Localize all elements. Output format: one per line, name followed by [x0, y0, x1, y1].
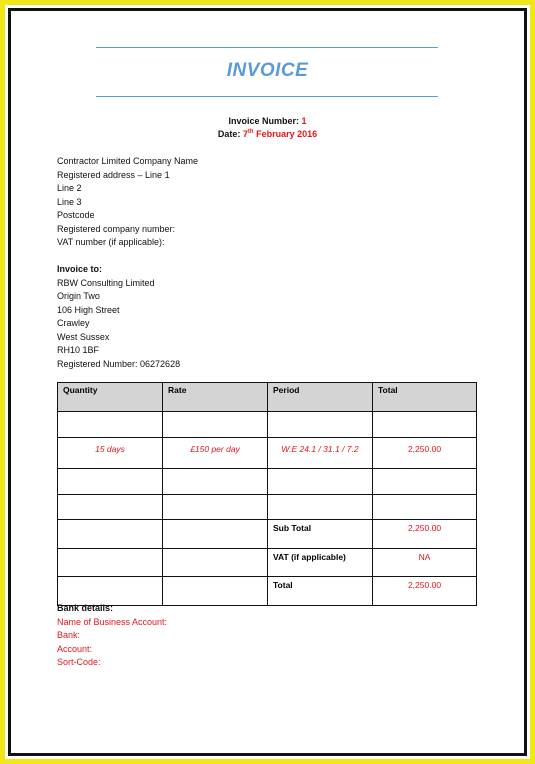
- date-suffix: th: [247, 129, 254, 135]
- bank-account-number: Account:: [57, 643, 93, 654]
- client-town: Crawley: [57, 318, 90, 328]
- table-cell: [58, 520, 163, 549]
- invoice-number: [0, 116, 535, 126]
- invoice-to-heading: Invoice to:: [57, 264, 103, 274]
- item-quantity: 15 days: [58, 437, 163, 469]
- table-cell: [373, 494, 477, 520]
- bank-account-name: Name of Business Account:: [57, 616, 168, 627]
- table-row: [58, 412, 477, 438]
- invoice-to-block: [57, 263, 180, 371]
- vat-label: VAT (if applicable): [268, 548, 373, 577]
- contractor-details: [57, 155, 198, 250]
- table-cell: [58, 494, 163, 520]
- title-rule-bottom: [96, 96, 438, 97]
- table-cell: [373, 412, 477, 438]
- header-total: Total: [373, 383, 477, 412]
- client-address-line2: 106 High Street: [57, 304, 120, 315]
- table-cell: [163, 520, 268, 549]
- table-row: [58, 437, 477, 469]
- header-quantity: Quantity: [58, 383, 163, 412]
- date-day: 7: [242, 129, 248, 139]
- table-cell: [58, 412, 163, 438]
- table-cell: [163, 494, 268, 520]
- table-cell: [163, 577, 268, 606]
- bank-sort-code: Sort-Code:: [57, 657, 101, 667]
- table-cell: [58, 548, 163, 577]
- total-value: 2,250.00: [373, 577, 477, 606]
- client-name: RBW Consulting Limited: [57, 277, 155, 288]
- item-rate: £150 per day: [163, 437, 268, 469]
- table-cell: [58, 469, 163, 495]
- invoice-date-label: Date:: [217, 129, 243, 139]
- subtotal-label: Sub Total: [268, 520, 373, 549]
- table-row: [58, 469, 477, 495]
- table-cell: [373, 469, 477, 495]
- vat-value: NA: [373, 548, 477, 577]
- contractor-address-line3: Line 3: [57, 196, 82, 207]
- client-registered-number: Registered Number: 06272628: [57, 358, 181, 369]
- invoice-title: INVOICE: [226, 60, 309, 81]
- table-cell: [163, 469, 268, 495]
- table-cell: [268, 494, 373, 520]
- subtotal-value: 2,250.00: [373, 520, 477, 549]
- table-row: [58, 520, 477, 549]
- table-cell: [268, 469, 373, 495]
- bank-details-heading: Bank details:: [57, 603, 114, 613]
- invoice-date-value: [243, 129, 317, 139]
- table-row: [58, 577, 477, 606]
- bank-details-block: [57, 602, 167, 670]
- date-rest: February 2016: [253, 129, 318, 139]
- total-label: Total: [268, 577, 373, 606]
- invoice-number-label: Invoice Number:: [228, 116, 302, 126]
- client-county: West Sussex: [57, 331, 110, 342]
- client-postcode: RH10 1BF: [57, 345, 100, 355]
- table-cell: [163, 412, 268, 438]
- title-rule-top: [96, 47, 438, 48]
- header-rate: Rate: [163, 383, 268, 412]
- table-cell: [58, 577, 163, 606]
- table-row: [58, 494, 477, 520]
- invoice-date: [0, 129, 535, 139]
- item-period: W.E 24.1 / 31.1 / 7.2: [268, 437, 373, 469]
- item-total: 2,250.00: [373, 437, 477, 469]
- contractor-postcode: Postcode: [57, 210, 95, 220]
- contractor-vat-number: VAT number (if applicable):: [57, 237, 165, 247]
- contractor-address-line2: Line 2: [57, 183, 82, 193]
- contractor-name: Contractor Limited Company Name: [57, 156, 199, 166]
- invoice-items-table: [57, 382, 477, 606]
- bank-name: Bank:: [57, 630, 81, 640]
- table-cell: [268, 412, 373, 438]
- client-address-line1: Origin Two: [57, 291, 100, 301]
- table-row: [58, 548, 477, 577]
- table-cell: [163, 548, 268, 577]
- header-period: Period: [268, 383, 373, 412]
- contractor-company-number: Registered company number:: [57, 223, 176, 234]
- contractor-address-line1: Registered address – Line 1: [57, 169, 170, 180]
- invoice-number-value: 1: [301, 116, 307, 126]
- table-header-row: [58, 383, 477, 412]
